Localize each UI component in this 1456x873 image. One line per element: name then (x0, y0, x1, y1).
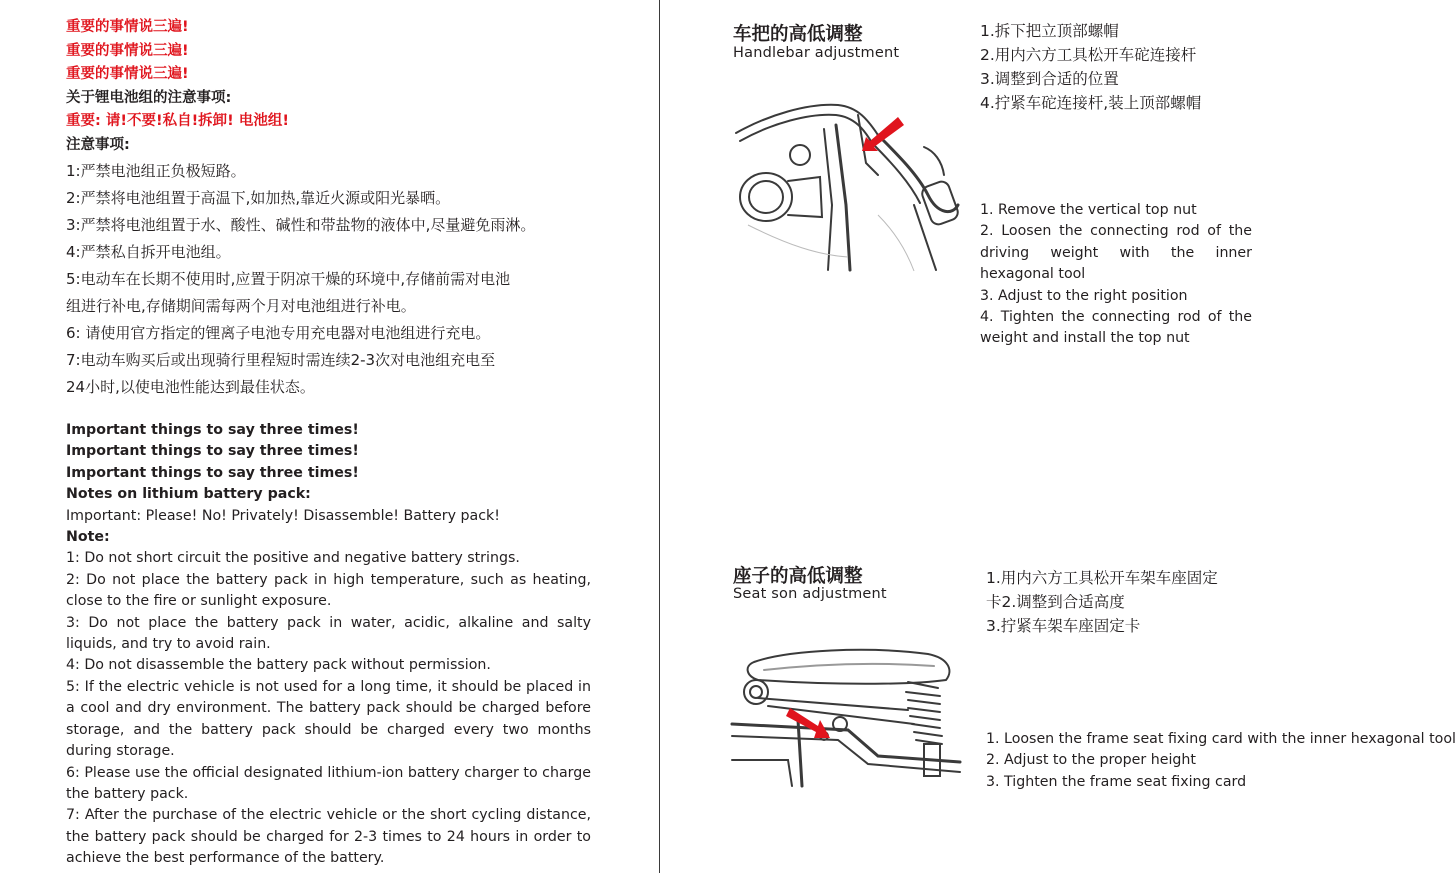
seat-steps-cn (986, 566, 1218, 638)
handlebar-step-en: 1. Remove the vertical top nut (980, 202, 1197, 218)
cn-note-label: 注意事项: (66, 136, 130, 153)
cn-note-item: 24小时,以使电池性能达到最佳状态。 (66, 378, 315, 396)
seat-steps-en (986, 729, 1456, 793)
seat-title-en: Seat son adjustment (733, 586, 887, 602)
cn-note-item: 组进行补电,存储期间需每两个月对电池组进行补电。 (66, 297, 416, 315)
handlebar-step-en: 4. Tighten the connecting rod of the weight and install the top nut (980, 309, 1252, 347)
cn-note-item: 5:电动车在长期不使用时,应置于阴凉干燥的环境中,存储前需对电池 (66, 270, 511, 288)
seat-title-cn: 座子的高低调整 (733, 566, 863, 587)
cn-note-item: 1:严禁电池组正负极短路。 (66, 162, 246, 180)
en-note-item: 1: Do not short circuit the positive and negative battery strings. (66, 550, 520, 567)
seat-step-en: 1. Loosen the frame seat fixing card with the inner hexagonal tool (986, 731, 1456, 747)
seat-step-cn: 1.用内六方工具松开车架车座固定 (986, 569, 1218, 587)
en-notes-block (66, 420, 591, 870)
page-divider (659, 0, 660, 873)
cn-note-item: 7:电动车购买后或出现骑行里程短时需连续2-3次对电池组充电至 (66, 351, 496, 369)
cn-repeat-line: 重要的事情说三遍! (66, 19, 189, 35)
seat-step-en: 3. Tighten the frame seat fixing card (986, 773, 1247, 790)
cn-notes-list (66, 158, 601, 401)
en-note-item: 5: If the electric vehicle is not used for a long time, it should be placed in a cool and dry environment. The battery pack should be charged before storage, and the battery pack should be charged every two months during storage. (66, 678, 591, 760)
en-repeat-line: Important things to say three times! (66, 422, 359, 438)
en-note-item: 4: Do not disassemble the battery pack without permission. (66, 657, 491, 674)
handlebar-title-cn: 车把的高低调整 (733, 24, 863, 45)
cn-note-item: 4:严禁私自拆开电池组。 (66, 243, 231, 261)
cn-note-item: 3:严禁将电池组置于水、酸性、碱性和带盐物的液体中,尽量避免雨淋。 (66, 216, 536, 234)
cn-note-item: 6: 请使用官方指定的锂离子电池专用充电器对电池组进行充电。 (66, 324, 491, 342)
cn-note-item: 2:严禁将电池组置于高温下,如加热,靠近火源或阳光暴晒。 (66, 189, 451, 207)
en-repeat-line: Important things to say three times! (66, 443, 359, 460)
cn-repeat-line: 重要的事情说三遍! (66, 66, 189, 82)
handlebar-step-cn: 3.调整到合适的位置 (980, 70, 1119, 88)
seat-step-cn: 3.拧紧车架车座固定卡 (986, 617, 1141, 635)
handlebar-title-en: Handlebar adjustment (733, 45, 900, 61)
en-note-item: 3: Do not place the battery pack in water, acidic, alkaline and salty liquids, and try to avoid rain. (66, 614, 591, 653)
handlebar-steps-cn (980, 19, 1201, 115)
cn-repeat-line: 重要的事情说三遍! (66, 42, 189, 59)
handlebar-step-en: 3. Adjust to the right position (980, 287, 1188, 304)
en-repeat-line: Important things to say three times! (66, 464, 359, 481)
en-note-item: 2: Do not place the battery pack in high temperature, such as heating, close to the fire or sunlight exposure. (66, 571, 591, 610)
handlebar-step-cn: 1.拆下把立顶部螺帽 (980, 22, 1119, 40)
handlebar-illustration (728, 85, 960, 275)
en-note-item: 6: Please use the official designated lithium-ion battery charger to charge the battery pack. (66, 764, 591, 802)
en-notes-title: Notes on lithium battery pack: (66, 486, 311, 503)
handlebar-step-en: 2. Loosen the connecting rod of the driving weight with the inner hexagonal tool (980, 223, 1252, 283)
handlebar-step-cn: 4.拧紧车砣连接杆,装上顶部螺帽 (980, 94, 1202, 112)
seat-step-cn: 卡2.调整到合适高度 (986, 593, 1125, 611)
en-note-item: 7: After the purchase of the electric vehicle or the short cycling distance, the battery pack should be charged for 2-3 times to 24 hours in order to achieve the best performance of the battery. (66, 807, 591, 867)
cn-warning-block (66, 16, 289, 157)
cn-notes-title: 关于锂电池组的注意事项: (66, 89, 232, 106)
handlebar-step-cn: 2.用内六方工具松开车砣连接杆 (980, 46, 1197, 64)
handlebar-steps-en (980, 200, 1252, 350)
cn-important-line: 重要: 请!不要!私自!拆卸! 电池组! (66, 113, 289, 129)
seat-step-en: 2. Adjust to the proper height (986, 752, 1196, 769)
en-important-line: Important: Please! No! Privately! Disassemble! Battery pack! (66, 507, 500, 524)
en-note-label: Note: (66, 529, 110, 546)
seat-illustration (728, 640, 960, 788)
